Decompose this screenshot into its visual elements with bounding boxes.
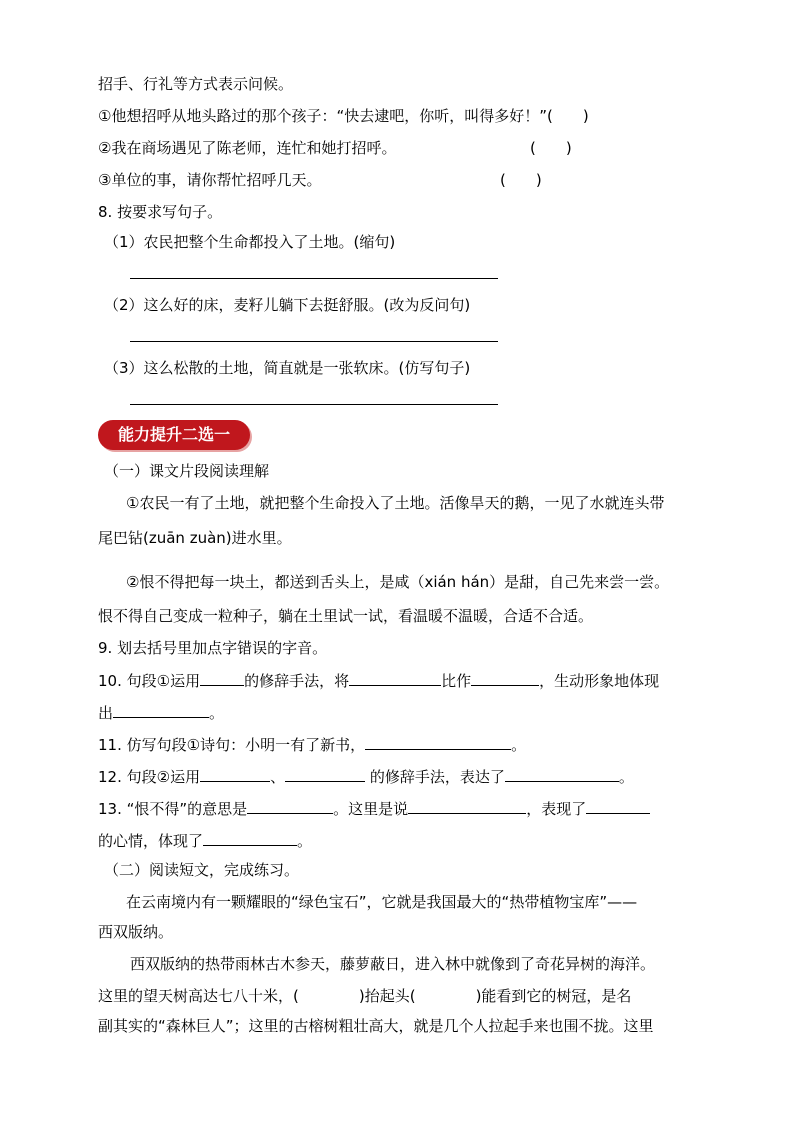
question-text: 的修辞手法，将 (244, 672, 350, 690)
question-text: 。 (209, 704, 225, 722)
example-sentence-1 (98, 106, 589, 126)
blank[interactable] (200, 670, 244, 686)
blank[interactable] (285, 766, 365, 782)
passage-paragraph: 恨不得自己变成一粒种子，躺在土里试一试，看温暖不温暖，合适不合适。 (98, 607, 594, 625)
passage-text: )能看到它的树冠，是名 (475, 987, 632, 1005)
example-sentence-2 (98, 138, 396, 158)
question-10 (98, 670, 659, 691)
part2-title: （二）阅读短文，完成练习。 (104, 861, 300, 879)
question-text: 的心情，体现了 (98, 832, 204, 850)
passage-paragraph (98, 986, 631, 1006)
question-text: 11. 仿写句段①诗句：小明一有了新书， (98, 736, 366, 754)
blank[interactable] (408, 798, 526, 814)
blank[interactable] (365, 734, 511, 750)
blank[interactable] (247, 798, 333, 814)
question-text: 、 (270, 768, 286, 786)
passage-text: )抬起头( (358, 987, 416, 1005)
section-badge: 能力提升二选一 (98, 420, 250, 450)
question-8-2: （2）这么好的床，麦籽儿躺下去挺舒服。(改为反问句) (104, 296, 471, 314)
blank[interactable] (586, 798, 650, 814)
question-text: 。 (297, 832, 313, 850)
question-13 (98, 798, 650, 819)
question-text: 12. 句段②运用 (98, 768, 201, 786)
question-text: 出 (98, 704, 114, 722)
blank[interactable] (505, 766, 619, 782)
blank[interactable] (471, 670, 539, 686)
answer-line[interactable] (130, 278, 498, 279)
question-8-1: （1）农民把整个生命都投入了土地。(缩句) (104, 233, 396, 251)
question-13-cont (98, 830, 312, 851)
answer-line[interactable] (130, 404, 498, 405)
answer-paren[interactable]: ( ) (530, 139, 572, 157)
question-text: 。这里是说 (333, 800, 409, 818)
blank[interactable] (349, 670, 441, 686)
blank[interactable] (113, 702, 209, 718)
sentence-text: ③单位的事，请你帮忙招呼几天。 (98, 171, 322, 189)
question-12 (98, 766, 634, 787)
question-text: 13. “恨不得”的意思是 (98, 800, 248, 818)
question-text: 。 (618, 768, 634, 786)
question-text: 的修辞手法，表达了 (365, 768, 505, 786)
answer-paren[interactable]: ( ) (547, 107, 589, 125)
passage-paragraph: ①农民一有了土地，就把整个生命投入了土地。活像旱天的鹅，一见了水就连头带 (126, 494, 665, 512)
question-text: 。 (511, 736, 527, 754)
question-11 (98, 734, 526, 755)
passage-paragraph: 西双版纳的热带雨林古木参天，藤萝蔽日，进入林中就像到了奇花异树的海洋。 (130, 955, 656, 973)
question-8: 8. 按要求写句子。 (98, 203, 223, 221)
question-text: 10. 句段①运用 (98, 672, 201, 690)
question-text: ，表现了 (526, 800, 587, 818)
question-text: 比作 (441, 672, 472, 690)
blank[interactable] (203, 830, 297, 846)
question-9: 9. 划去括号里加点字错误的字音。 (98, 639, 328, 657)
passage-paragraph: ②恨不得把每一块土，都送到舌头上，是咸（xián hán）是甜，自己先来尝一尝。 (126, 573, 670, 591)
sentence-text: ②我在商场遇见了陈老师，连忙和她打招呼。 (98, 139, 397, 157)
question-8-3: （3）这么松散的土地，简直就是一张软床。(仿写句子) (104, 359, 471, 377)
sentence-text: ①他想招呼从地头路过的那个孩子：“快去逮吧，你听，叫得多好！” (98, 107, 547, 125)
question-text: ，生动形象地体现 (539, 672, 660, 690)
example-sentence-3 (98, 170, 321, 190)
text-line: 招手、行礼等方式表示问候。 (98, 75, 294, 93)
passage-text: 这里的望天树高达七八十米，( (98, 987, 299, 1005)
passage-paragraph: 尾巴钻(zuān zuàn)进水里。 (98, 529, 292, 547)
passage-paragraph: 西双版纳。 (98, 923, 174, 941)
passage-paragraph: 副其实的“森林巨人”；这里的古榕树粗壮高大，就是几个人拉起手来也围不拢。这里 (98, 1017, 654, 1035)
answer-line[interactable] (130, 341, 498, 342)
answer-paren[interactable]: ( ) (500, 171, 542, 189)
passage-paragraph: 在云南境内有一颗耀眼的“绿色宝石”，它就是我国最大的“热带植物宝库”—— (126, 893, 638, 911)
question-10-cont (98, 702, 224, 723)
blank[interactable] (200, 766, 270, 782)
part1-title: （一）课文片段阅读理解 (104, 462, 270, 480)
